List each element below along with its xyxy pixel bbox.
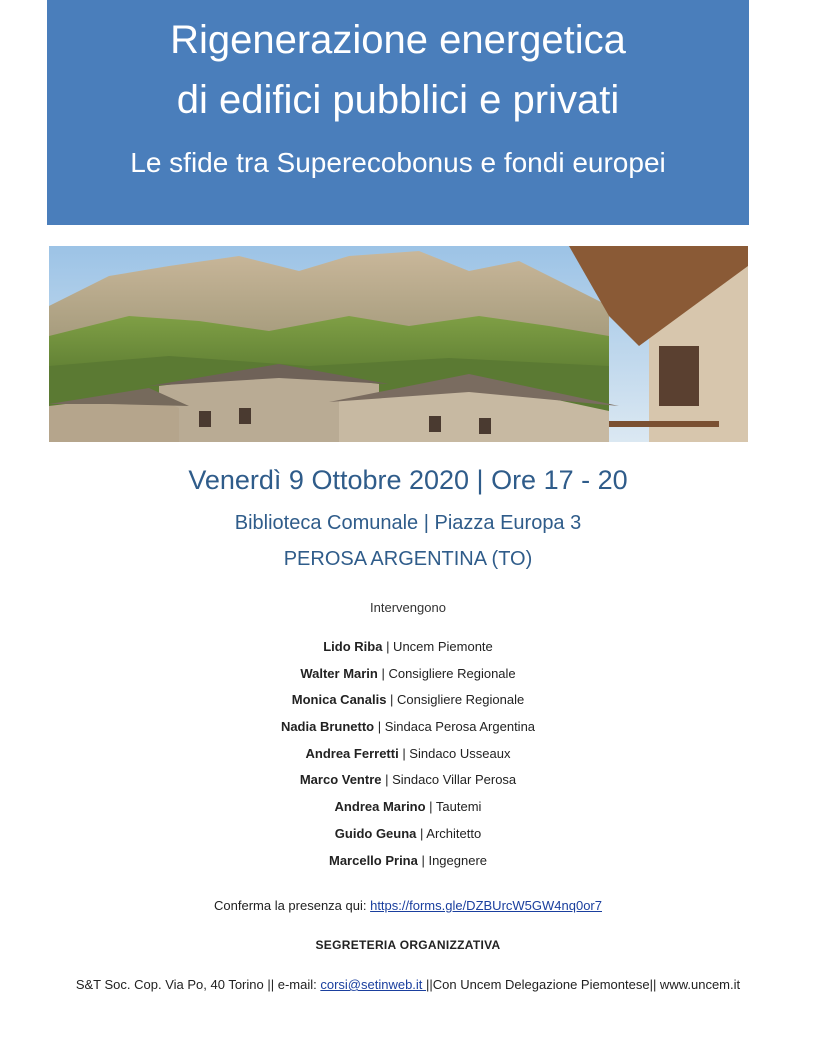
speaker-name: Andrea Marino (334, 799, 426, 815)
speakers-intro: Intervengono (370, 600, 446, 615)
title-banner (47, 0, 749, 225)
email-link[interactable]: corsi@setinweb.it (320, 977, 427, 992)
speaker-name: Monica Canalis (291, 692, 387, 708)
confirm-text: Conferma la presenza qui: (214, 898, 371, 913)
speaker-name: Walter Marin (300, 665, 378, 681)
title-line-1: Rigenerazione energetica (170, 18, 626, 62)
photo-illustration (49, 246, 748, 442)
speaker-name: Marco Ventre (299, 772, 382, 788)
speaker-item (0, 770, 816, 797)
speaker-role: | Uncem Piemonte (382, 639, 493, 654)
speaker-role: | Consigliere Regionale (386, 692, 525, 708)
secretariat-heading: SEGRETERIA ORGANIZZATIVA (315, 938, 501, 952)
event-date-time: Venerdì 9 Ottobre 2020 | Ore 17 - 20 (188, 465, 628, 495)
speaker-item (0, 690, 816, 717)
speaker-role: | Sindaca Perosa Argentina (374, 719, 536, 735)
speaker-role: | Architetto (416, 825, 482, 841)
speaker-role: | Sindaco Usseaux (398, 745, 511, 761)
footer (0, 977, 816, 992)
speaker-name: Marcello Prina (328, 852, 418, 868)
speaker-name: Nadia Brunetto (280, 719, 375, 735)
speaker-role: | Consigliere Regionale (377, 665, 516, 681)
speaker-name: Andrea Ferretti (305, 745, 399, 761)
footer-address: S&T Soc. Cop. Via Po, 40 Torino || e-mail: (75, 977, 321, 992)
registration-link[interactable]: https://forms.gle/DZBUrcW5GW4nq0or7 (370, 898, 602, 913)
speaker-item (0, 797, 816, 824)
speaker-role: | Ingegnere (417, 852, 488, 868)
confirm-line (0, 898, 816, 913)
event-venue: Biblioteca Comunale | Piazza Europa 3 (234, 512, 582, 534)
subtitle: Le sfide tra Superecobonus e fondi europei (130, 147, 666, 178)
speaker-item (0, 637, 816, 664)
speaker-item (0, 824, 816, 851)
speaker-item (0, 851, 816, 878)
title-line-2: di edifici pubblici e privati (176, 78, 620, 122)
speaker-role: | Tautemi (425, 799, 482, 815)
speakers-list (0, 637, 816, 877)
speaker-name: Guido Geuna (334, 825, 417, 841)
footer-partners: ||Con Uncem Delegazione Piemontese|| www.uncem.it (426, 977, 741, 992)
speaker-name: Lido Riba (323, 639, 383, 654)
speaker-item (0, 717, 816, 744)
speaker-item (0, 744, 816, 771)
speaker-item (0, 664, 816, 691)
speaker-role: | Sindaco Villar Perosa (381, 772, 517, 788)
mountain-village-photo (49, 246, 748, 442)
event-city: PEROSA ARGENTINA (TO) (283, 548, 533, 570)
